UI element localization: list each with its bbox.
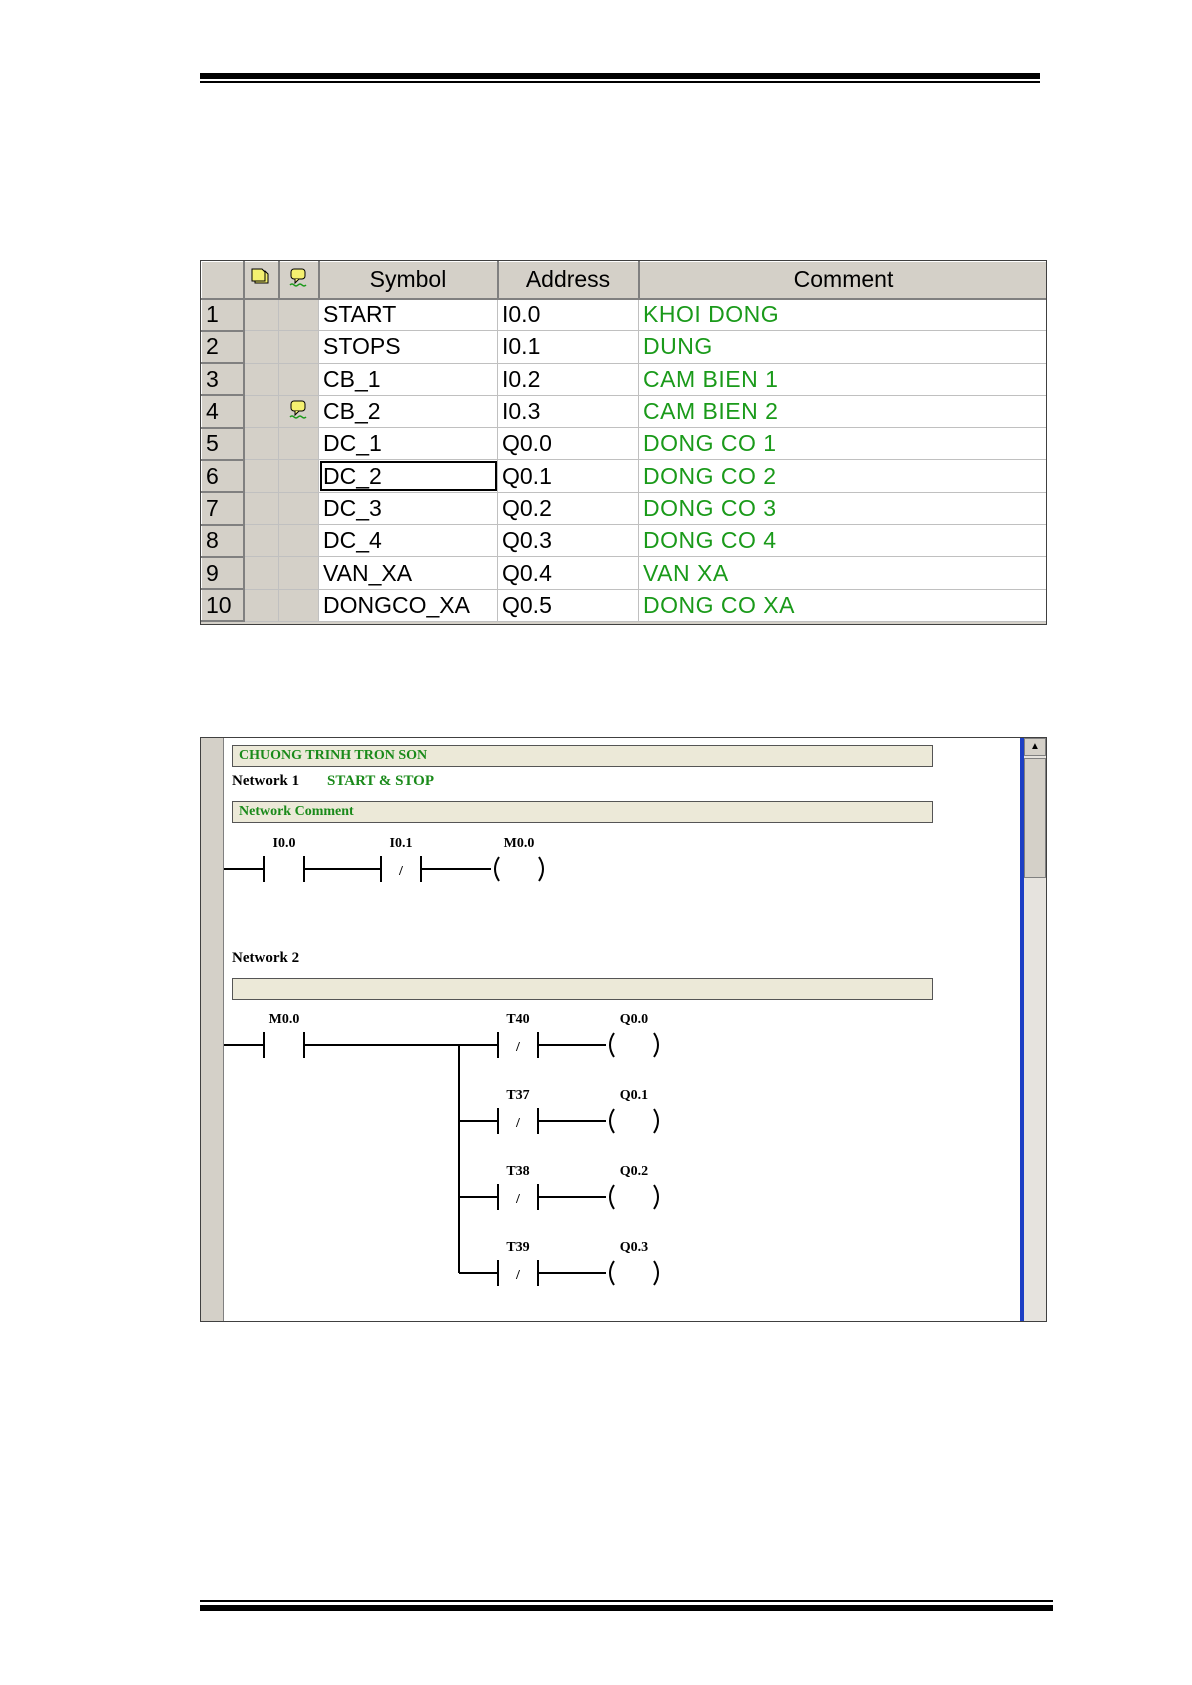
symbol-cell[interactable]: DC_1 — [319, 428, 498, 460]
comment-icon-cell[interactable] — [279, 492, 319, 524]
row-number[interactable]: 5 — [202, 428, 244, 460]
comment-icon-cell[interactable] — [279, 363, 319, 395]
comment-cell[interactable]: DONG CO 3 — [639, 492, 1048, 524]
comment-cell[interactable]: CAM BIEN 2 — [639, 395, 1048, 427]
comment-cell[interactable]: KHOI DONG — [639, 299, 1048, 331]
coil-right-arc[interactable] — [654, 1109, 658, 1133]
coil-operand[interactable]: Q0.1 — [619, 1088, 649, 1103]
coil[interactable] — [495, 836, 543, 881]
comment-icon-cell[interactable] — [279, 395, 319, 427]
header-corner[interactable] — [202, 262, 244, 299]
header-rule-thick — [200, 73, 1040, 79]
address-cell[interactable]: Q0.1 — [498, 460, 639, 492]
row-number[interactable]: 8 — [202, 525, 244, 557]
network2-label: Network 2 — [232, 950, 300, 966]
overlap-cell[interactable] — [244, 589, 279, 621]
row-number[interactable]: 2 — [202, 331, 244, 363]
overlap-cell[interactable] — [244, 492, 279, 524]
header-rule-thin — [200, 81, 1040, 83]
symbol-row[interactable] — [202, 331, 1048, 363]
header-symbol[interactable]: Symbol — [319, 262, 498, 299]
row-number[interactable]: 9 — [202, 557, 244, 589]
symbol-row[interactable] — [202, 460, 1048, 492]
comment-icon-cell[interactable] — [279, 428, 319, 460]
contact-negation[interactable]: / — [516, 1268, 520, 1283]
overlap-cell[interactable] — [244, 331, 279, 363]
address-cell[interactable]: I0.3 — [498, 395, 639, 427]
address-cell[interactable]: Q0.0 — [498, 428, 639, 460]
comment-icon-cell[interactable] — [279, 331, 319, 363]
coil-right-arc[interactable] — [539, 857, 543, 881]
program-title-box[interactable]: CHUONG TRINH TRON SON — [232, 745, 933, 767]
symbol-table-header — [202, 262, 1048, 299]
overlap-cell[interactable] — [244, 525, 279, 557]
address-cell[interactable]: Q0.5 — [498, 589, 639, 621]
contact-operand[interactable]: T40 — [506, 1012, 530, 1027]
symbol-row[interactable] — [202, 525, 1048, 557]
coil-left-arc[interactable] — [495, 857, 499, 881]
coil-operand[interactable]: Q0.3 — [619, 1240, 649, 1255]
header-comment-col[interactable] — [279, 262, 319, 299]
symbol-cell[interactable]: CB_1 — [319, 363, 498, 395]
symbol-row[interactable] — [202, 589, 1048, 621]
symbol-cell[interactable]: VAN_XA — [319, 557, 498, 589]
symbol-cell[interactable]: CB_2 — [319, 395, 498, 427]
symbol-row[interactable] — [202, 363, 1048, 395]
symbol-cell[interactable]: START — [319, 299, 498, 331]
symbol-row[interactable] — [202, 557, 1048, 589]
coil-operand[interactable]: Q0.0 — [619, 1012, 649, 1027]
row-number[interactable]: 4 — [202, 395, 244, 427]
ladder-editor[interactable] — [200, 737, 1047, 1322]
coil-left-arc[interactable] — [610, 1109, 614, 1133]
coil-right-arc[interactable] — [654, 1033, 658, 1057]
coil-left-arc[interactable] — [610, 1033, 614, 1057]
overlap-cell[interactable] — [244, 428, 279, 460]
row-number[interactable]: 6 — [202, 460, 244, 492]
header-overlap-col[interactable] — [244, 262, 279, 299]
address-cell[interactable]: Q0.3 — [498, 525, 639, 557]
symbol-cell[interactable]: DC_3 — [319, 492, 498, 524]
contact-operand[interactable]: I0.0 — [272, 836, 296, 851]
contact-operand[interactable]: T39 — [506, 1240, 530, 1255]
comment-cell[interactable]: CAM BIEN 1 — [639, 363, 1048, 395]
comment-icon-cell[interactable] — [279, 299, 319, 331]
footer-rule-thin — [200, 1600, 1053, 1602]
symbol-overlap-icon — [250, 267, 272, 287]
contact-negation[interactable]: / — [516, 1116, 520, 1131]
symbol-row[interactable] — [202, 428, 1048, 460]
contact-operand[interactable]: T38 — [506, 1164, 530, 1179]
symbol-cell[interactable]: DONGCO_XA — [319, 589, 498, 621]
symbol-row[interactable] — [202, 492, 1048, 524]
comment-icon — [288, 266, 310, 288]
symbol-table — [200, 260, 1047, 625]
address-cell[interactable]: Q0.4 — [498, 557, 639, 589]
network1-comment-box[interactable]: Network Comment — [232, 801, 933, 823]
comment-cell[interactable]: DONG CO 2 — [639, 460, 1048, 492]
comment-icon-cell[interactable] — [279, 460, 319, 492]
overlap-cell[interactable] — [244, 460, 279, 492]
address-cell[interactable]: Q0.2 — [498, 492, 639, 524]
coil-right-arc[interactable] — [654, 1185, 658, 1209]
address-cell[interactable]: I0.1 — [498, 331, 639, 363]
row-number[interactable]: 1 — [202, 299, 244, 331]
comment-cell[interactable]: DUNG — [639, 331, 1048, 363]
coil-operand[interactable]: M0.0 — [503, 836, 535, 851]
contact-negation[interactable]: / — [516, 1040, 520, 1055]
scroll-thumb[interactable] — [1024, 758, 1046, 878]
contact-negation[interactable]: / — [516, 1192, 520, 1207]
contact[interactable] — [498, 1240, 538, 1286]
network2-rung — [224, 1012, 658, 1286]
comment-icon-cell[interactable] — [279, 589, 319, 621]
network1-title[interactable]: START & STOP — [327, 773, 435, 789]
symbol-cell[interactable]: DC_4 — [319, 525, 498, 557]
symbol-cell[interactable]: DC_2 — [319, 460, 498, 492]
vertical-scrollbar[interactable] — [1020, 738, 1046, 1321]
coil[interactable] — [610, 1164, 658, 1209]
comment-icon — [288, 398, 310, 420]
overlap-cell[interactable] — [244, 363, 279, 395]
contact-negation[interactable]: / — [399, 864, 403, 879]
overlap-cell[interactable] — [244, 395, 279, 427]
overlap-cell[interactable] — [244, 299, 279, 331]
contact[interactable] — [498, 1012, 538, 1058]
address-cell[interactable]: I0.2 — [498, 363, 639, 395]
comment-cell[interactable]: VAN XA — [639, 557, 1048, 589]
contact[interactable] — [498, 1164, 538, 1210]
row-number[interactable]: 10 — [202, 589, 244, 621]
symbol-row[interactable] — [202, 299, 1048, 331]
header-comment[interactable]: Comment — [639, 262, 1048, 299]
comment-icon-cell[interactable] — [279, 557, 319, 589]
contact[interactable] — [264, 1012, 304, 1058]
coil-right-arc[interactable] — [654, 1261, 658, 1285]
comment-cell[interactable]: DONG CO 4 — [639, 525, 1048, 557]
coil-operand[interactable]: Q0.2 — [619, 1164, 649, 1179]
header-address[interactable]: Address — [498, 262, 639, 299]
coil[interactable] — [610, 1012, 658, 1057]
contact-operand[interactable]: T37 — [506, 1088, 530, 1103]
contact[interactable] — [264, 836, 304, 882]
ladder-diagram — [201, 738, 1047, 1322]
comment-cell[interactable]: DONG CO XA — [639, 589, 1048, 621]
coil-left-arc[interactable] — [610, 1185, 614, 1209]
overlap-cell[interactable] — [244, 557, 279, 589]
address-cell[interactable]: I0.0 — [498, 299, 639, 331]
row-number[interactable]: 3 — [202, 363, 244, 395]
coil[interactable] — [610, 1240, 658, 1285]
comment-cell[interactable]: DONG CO 1 — [639, 428, 1048, 460]
footer-rule-thick — [200, 1605, 1053, 1611]
contact[interactable] — [381, 836, 421, 882]
comment-icon-cell[interactable] — [279, 525, 319, 557]
contact[interactable] — [498, 1088, 538, 1134]
network1-rung — [224, 836, 543, 882]
contact-operand[interactable]: I0.1 — [389, 836, 413, 851]
row-number[interactable]: 7 — [202, 492, 244, 524]
scroll-up-arrow-icon[interactable]: ▲ — [1024, 738, 1046, 756]
symbol-row[interactable] — [202, 395, 1048, 427]
contact-operand[interactable]: M0.0 — [268, 1012, 300, 1027]
coil[interactable] — [610, 1088, 658, 1133]
network1-label: Network 1 — [232, 773, 300, 789]
coil-left-arc[interactable] — [610, 1261, 614, 1285]
symbol-cell[interactable]: STOPS — [319, 331, 498, 363]
